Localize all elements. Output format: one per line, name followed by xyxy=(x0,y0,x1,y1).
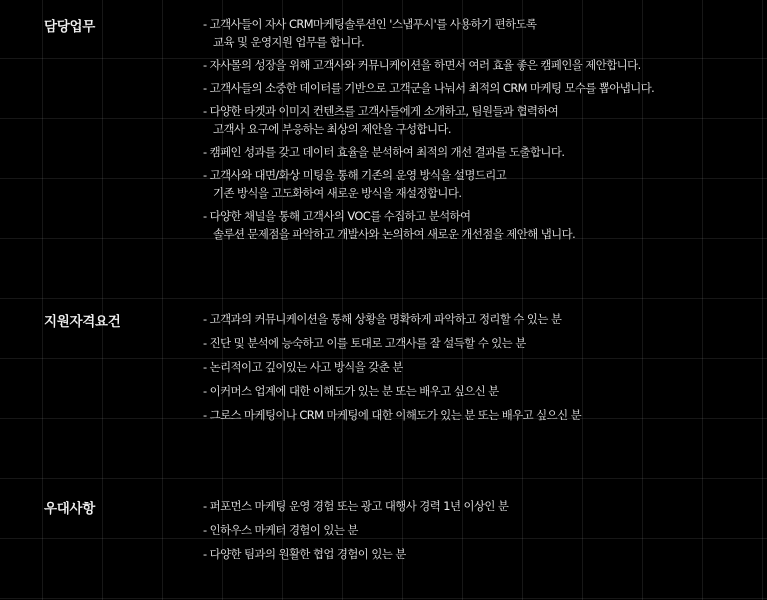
list-item-text: - 퍼포먼스 마케팅 운영 경험 또는 광고 대행사 경력 1년 이상인 분 xyxy=(203,499,509,513)
list-item-text: - 고객사들의 소중한 데이터를 기반으로 고객군을 나눠서 최적의 CRM 마케팅 모수를 뽑아냅니다. xyxy=(203,81,655,95)
qualifications-list xyxy=(203,310,763,430)
section-title-qualifications: 지원자격요건 xyxy=(44,314,121,330)
list-item-text: - 다양한 타겟과 이미지 컨텐츠를 고객사들에게 소개하고, 팀원들과 협력하여 xyxy=(203,104,559,118)
list-item-text-continued: 교육 및 운영지원 업무를 합니다. xyxy=(213,35,365,49)
list-item-text-continued: 고객사 요구에 부응하는 최상의 제안을 구성합니다. xyxy=(213,122,451,136)
list-item-text: - 진단 및 분석에 능숙하고 이를 토대로 고객사를 잘 설득할 수 있는 분 xyxy=(203,336,526,350)
list-item xyxy=(203,310,763,328)
list-item-text: - 이커머스 업계에 대한 이해도가 있는 분 또는 배우고 싶으신 분 xyxy=(203,384,499,398)
list-item xyxy=(203,166,763,202)
list-item-text: - 자사몰의 성장을 위해 고객사와 커뮤니케이션을 하면서 여러 효율 좋은 캠페인을 제안합니다. xyxy=(203,58,641,72)
list-item xyxy=(203,334,763,352)
list-item xyxy=(203,15,763,51)
list-item xyxy=(203,382,763,400)
list-item xyxy=(203,79,763,97)
list-item-text: - 논리적이고 깊이있는 사고 방식을 갖춘 분 xyxy=(203,360,403,374)
list-item-text: - 인하우스 마케터 경험이 있는 분 xyxy=(203,523,358,537)
list-item xyxy=(203,521,763,539)
preferred-list xyxy=(203,497,763,569)
list-item xyxy=(203,406,763,424)
list-item-text: - 고객사들이 자사 CRM마케팅솔루션인 '스냅푸시'를 사용하기 편하도록 xyxy=(203,17,537,31)
section-title-preferred: 우대사항 xyxy=(44,501,95,517)
list-item-text: - 캠페인 성과를 갖고 데이터 효율을 분석하여 최적의 개선 결과를 도출합니다. xyxy=(203,145,565,159)
list-item xyxy=(203,143,763,161)
list-item-text: - 고객과의 커뮤니케이션을 통해 상황을 명확하게 파악하고 정리할 수 있는 분 xyxy=(203,312,562,326)
list-item xyxy=(203,358,763,376)
list-item-text-continued: 솔루션 문제점을 파악하고 개발사와 논의하여 새로운 개선점을 제안해 냅니다. xyxy=(213,227,576,241)
list-item-text: - 다양한 팀과의 원활한 협업 경험이 있는 분 xyxy=(203,547,406,561)
list-item-text: - 다양한 채널을 통해 고객사의 VOC를 수집하고 분석하여 xyxy=(203,209,471,223)
duties-list xyxy=(203,15,763,248)
list-item-text-continued: 기존 방식을 고도화하여 새로운 방식을 재설정합니다. xyxy=(213,186,462,200)
list-item xyxy=(203,497,763,515)
list-item xyxy=(203,102,763,138)
list-item xyxy=(203,56,763,74)
list-item xyxy=(203,545,763,563)
list-item-text: - 고객사와 대면/화상 미팅을 통해 기존의 운영 방식을 설명드리고 xyxy=(203,168,507,182)
list-item xyxy=(203,207,763,243)
list-item-text: - 그로스 마케팅이나 CRM 마케팅에 대한 이해도가 있는 분 또는 배우고 싶으신 분 xyxy=(203,408,582,422)
section-title-duties: 담당업무 xyxy=(44,19,95,35)
